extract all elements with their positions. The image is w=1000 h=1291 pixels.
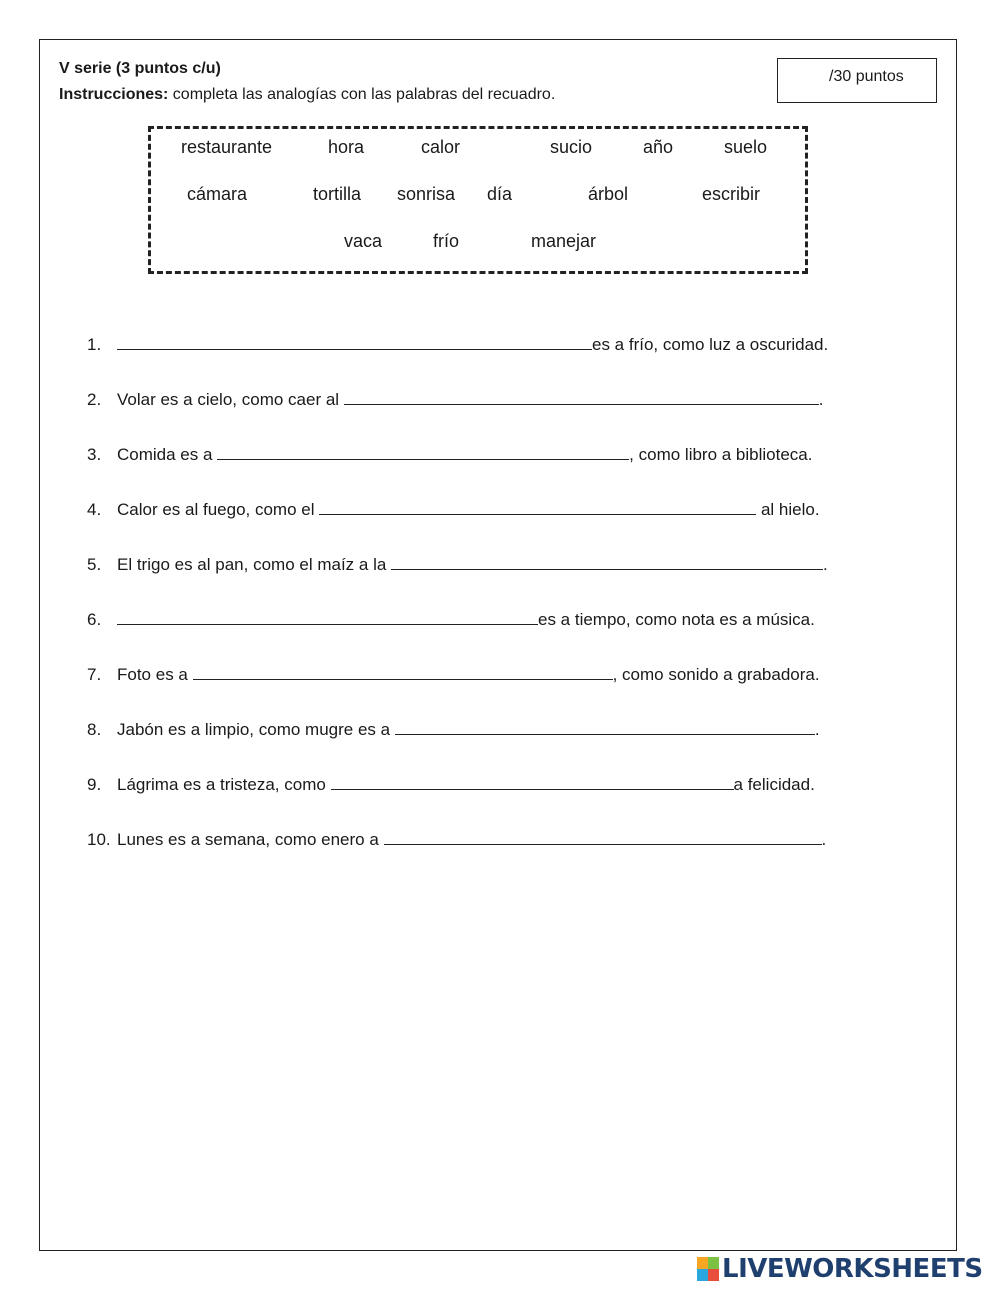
question-text: Calor es al fuego, como el <box>117 500 320 519</box>
answer-blank[interactable] <box>117 335 592 350</box>
question-text: El trigo es al pan, como el maíz a la <box>117 555 392 574</box>
question-number: 1. <box>87 335 102 354</box>
question-8 <box>87 720 820 740</box>
logo-text: LIVEWORKSHEETS <box>722 1254 983 1284</box>
question-text: . <box>821 830 827 849</box>
question-number: 3. <box>87 445 102 464</box>
answer-blank[interactable] <box>319 500 756 515</box>
question-number: 4. <box>87 500 102 519</box>
word-bank-item: árbol <box>588 184 629 204</box>
word-bank-item: vaca <box>344 231 383 251</box>
question-text: al hielo. <box>756 500 820 519</box>
question-number: 9. <box>87 775 102 794</box>
word-bank-item: cámara <box>187 184 248 204</box>
question-text: Lunes es a semana, como enero a <box>117 830 384 849</box>
word-bank-item: frío <box>433 231 460 251</box>
word-bank-item: tortilla <box>313 184 362 204</box>
question-3 <box>87 445 813 465</box>
question-text: , como libro a biblioteca. <box>629 445 813 464</box>
series-title: V serie (3 puntos c/u) <box>59 60 221 77</box>
question-number: 10. <box>87 830 111 849</box>
question-text: Jabón es a limpio, como mugre es a <box>117 720 395 739</box>
answer-blank[interactable] <box>384 830 822 845</box>
score-box <box>777 58 937 103</box>
question-text: Volar es a cielo, como caer al <box>117 390 344 409</box>
question-4 <box>87 500 820 520</box>
word-bank <box>148 126 808 274</box>
word-bank-item: suelo <box>724 137 768 157</box>
question-text: . <box>814 720 820 739</box>
question-7 <box>87 665 820 685</box>
word-bank-item: restaurante <box>181 137 273 157</box>
answer-blank[interactable] <box>193 665 613 680</box>
question-text: es a tiempo, como nota es a música. <box>538 610 815 629</box>
answer-blank[interactable] <box>117 610 538 625</box>
answer-blank[interactable] <box>395 720 815 735</box>
question-10 <box>87 830 826 850</box>
question-1 <box>87 335 828 355</box>
question-text: . <box>818 390 824 409</box>
instructions-text: completa las analogías con las palabras del recuadro. <box>168 86 556 103</box>
word-bank-item: calor <box>421 137 461 157</box>
question-9 <box>87 775 815 795</box>
question-text: Comida es a <box>117 445 218 464</box>
question-text: es a frío, como luz a oscuridad. <box>592 335 829 354</box>
word-bank-item: manejar <box>531 231 597 251</box>
question-text: a felicidad. <box>733 775 815 794</box>
answer-blank[interactable] <box>344 390 819 405</box>
word-bank-item: escribir <box>702 184 761 204</box>
question-number: 8. <box>87 720 102 739</box>
word-bank-item: sucio <box>550 137 593 157</box>
score-text: /30 puntos <box>829 68 904 85</box>
answer-blank[interactable] <box>391 555 823 570</box>
question-text: Lágrima es a tristeza, como <box>117 775 331 794</box>
logo-icon <box>697 1257 719 1281</box>
question-number: 6. <box>87 610 102 629</box>
instructions <box>59 86 555 104</box>
question-6 <box>87 610 815 630</box>
word-bank-item: año <box>643 137 674 157</box>
instructions-label: Instrucciones: <box>59 86 169 103</box>
question-number: 7. <box>87 665 102 684</box>
question-text: , como sonido a grabadora. <box>612 665 820 684</box>
word-bank-item: sonrisa <box>397 184 456 204</box>
liveworksheets-logo <box>697 1255 983 1283</box>
question-text: Foto es a <box>117 665 193 684</box>
answer-blank[interactable] <box>331 775 734 790</box>
question-text: . <box>823 555 828 574</box>
question-5 <box>87 555 828 575</box>
question-number: 5. <box>87 555 102 574</box>
question-number: 2. <box>87 390 102 409</box>
word-bank-item: día <box>487 184 513 204</box>
word-bank-item: hora <box>328 137 365 157</box>
answer-blank[interactable] <box>217 445 629 460</box>
question-2 <box>87 390 824 410</box>
